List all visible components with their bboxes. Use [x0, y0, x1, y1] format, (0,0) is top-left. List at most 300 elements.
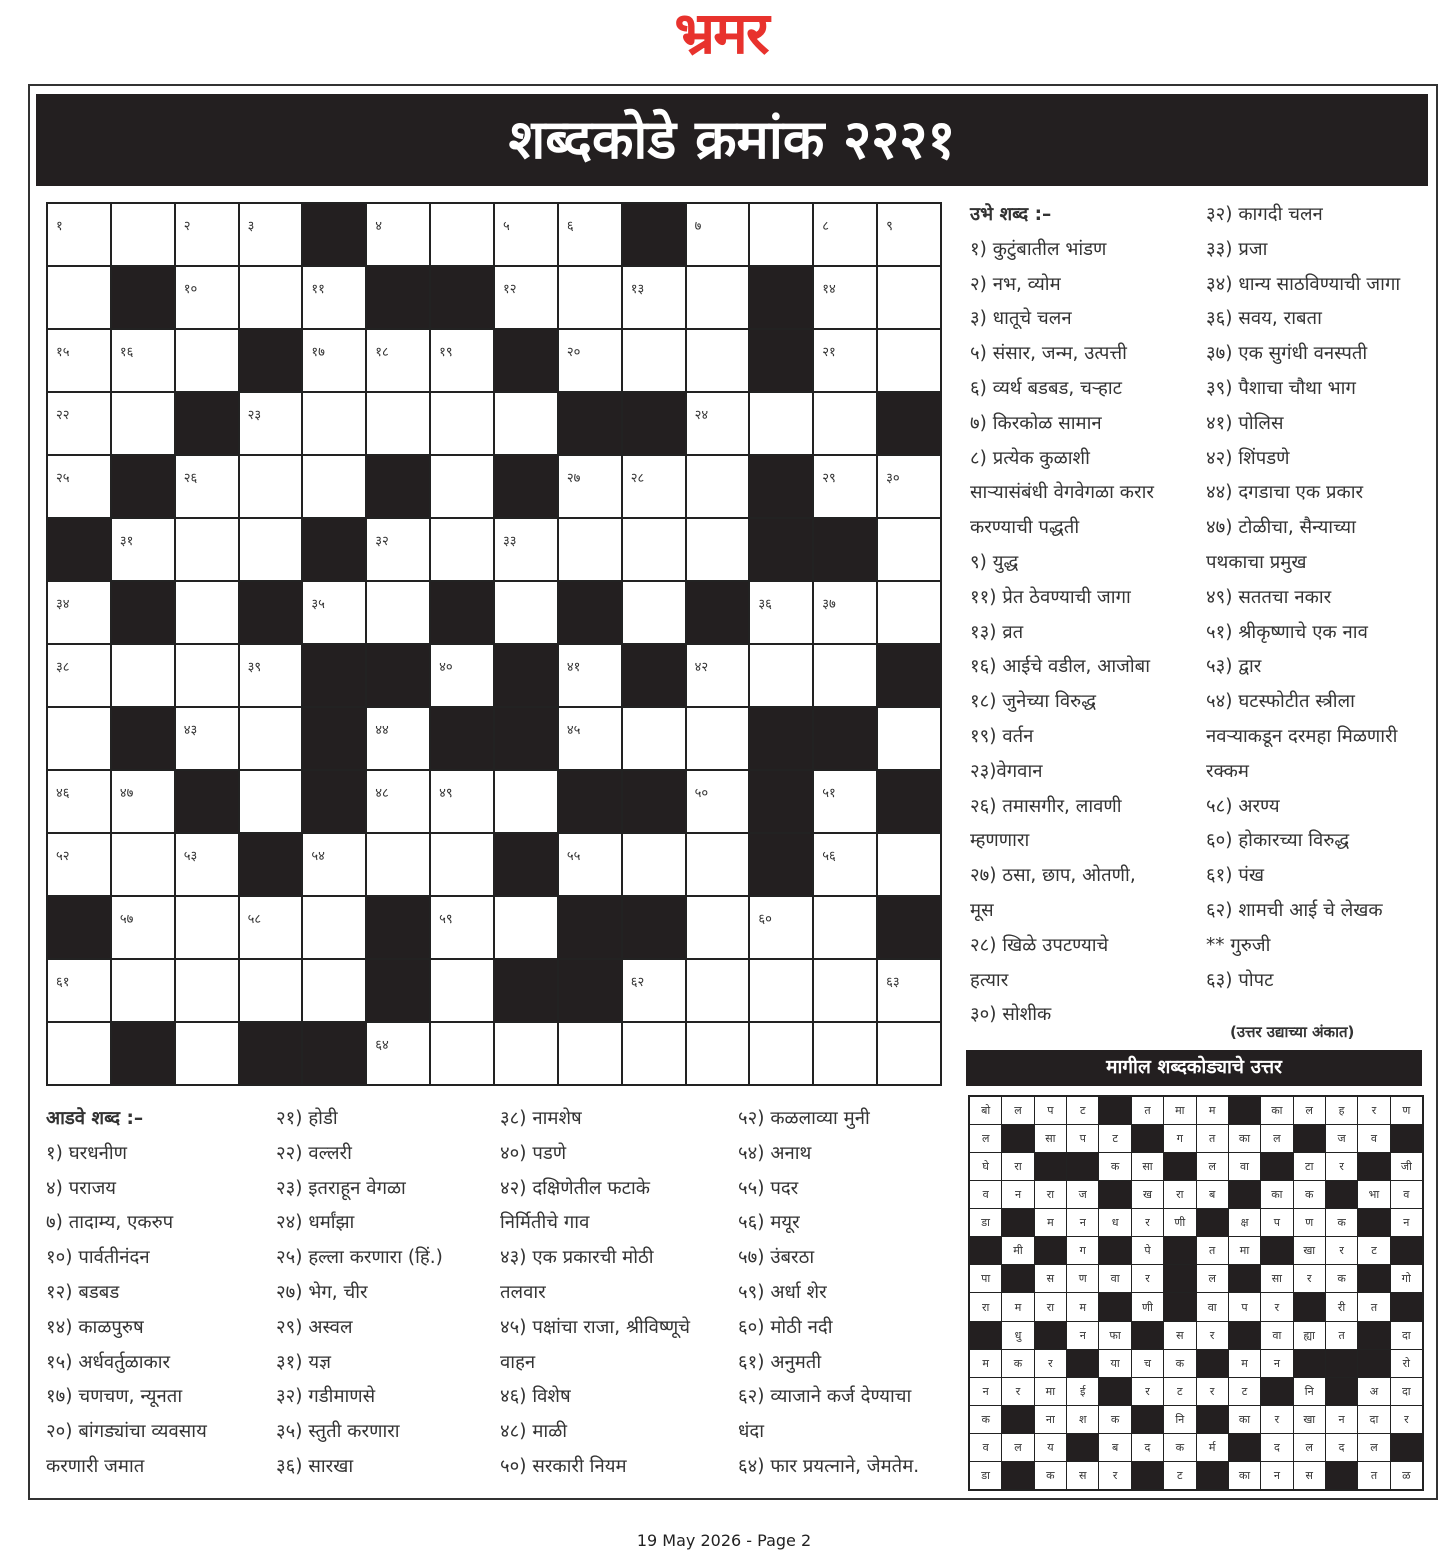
- black-cell: [495, 834, 557, 895]
- answer-cell: खा: [1294, 1237, 1325, 1264]
- cell-number: १७: [311, 345, 325, 360]
- answer-cell: पा: [970, 1265, 1001, 1292]
- cell-number: १५: [56, 345, 70, 360]
- grid-cell: [495, 771, 557, 832]
- clue-line: ४९) सततचा नकार: [1206, 586, 1332, 608]
- grid-cell: [240, 960, 302, 1021]
- grid-cell: [48, 1023, 110, 1084]
- answer-cell: स: [1035, 1265, 1066, 1292]
- cell-number: १८: [375, 345, 389, 360]
- grid-cell: [367, 393, 429, 454]
- clue-line: ५५) पदर: [738, 1177, 799, 1199]
- cell-number: ४१: [566, 660, 581, 675]
- cell-number: ५९: [439, 912, 453, 927]
- answer-cell: भा: [1358, 1181, 1389, 1208]
- clue-line: १७) चणचण, न्यूनता: [46, 1386, 183, 1408]
- grid-cell: [878, 519, 940, 580]
- cell-number: ६०: [758, 912, 772, 927]
- grid-cell: [559, 645, 621, 706]
- grid-cell: [176, 204, 238, 265]
- clue-line: २९) अस्वल: [276, 1316, 353, 1338]
- answer-cell: र: [1035, 1350, 1066, 1377]
- cell-number: ३७: [822, 597, 836, 612]
- grid-cell: [176, 897, 238, 958]
- clue-line: ५७) उंबरठा: [738, 1247, 815, 1269]
- black-cell: [240, 1023, 302, 1084]
- answer-black-cell: [1035, 1237, 1066, 1264]
- answer-cell: व: [970, 1181, 1001, 1208]
- down-heading: उभे शब्द :–: [970, 204, 1052, 225]
- answer-cell: ज: [1326, 1125, 1357, 1152]
- answer-cell: वा: [1099, 1265, 1130, 1292]
- clue-line: ७) तादाम्य, एकरुप: [46, 1212, 174, 1234]
- grid-cell: [431, 645, 493, 706]
- answer-cell: रा: [1164, 1181, 1195, 1208]
- clue-line: ५६) मयूर: [738, 1212, 800, 1234]
- page-footer: 19 May 2026 - Page 2: [636, 1531, 812, 1550]
- black-cell: [559, 960, 621, 1021]
- grid-cell: [878, 267, 940, 328]
- black-cell: [431, 708, 493, 769]
- clue-line: ** गुरुजी: [1206, 934, 1271, 956]
- answer-black-cell: [1132, 1322, 1163, 1349]
- grid-cell: [431, 960, 493, 1021]
- cell-number: ३६: [758, 597, 772, 612]
- clue-line: ९) युद्ध: [970, 551, 1019, 573]
- answer-cell: गो: [1391, 1265, 1422, 1292]
- answer-cell: पे: [1132, 1237, 1163, 1264]
- answer-cell: र: [1294, 1265, 1325, 1292]
- answer-cell: र: [1358, 1097, 1389, 1124]
- answer-cell: मा: [1164, 1097, 1195, 1124]
- grid-cell: [814, 204, 876, 265]
- grid-cell: [48, 771, 110, 832]
- grid-cell: [112, 960, 174, 1021]
- across-list-2: [276, 1102, 443, 1485]
- answer-cell: र: [1197, 1378, 1228, 1405]
- clue-line: ४५) पक्षांचा राजा, श्रीविष्णूचे: [500, 1316, 691, 1338]
- grid-cell: [176, 1023, 238, 1084]
- cell-number: ३४: [56, 597, 70, 612]
- grid-cell: [303, 897, 365, 958]
- answer-cell: म: [970, 1350, 1001, 1377]
- grid-cell: [48, 960, 110, 1021]
- answer-cell: क: [1099, 1406, 1130, 1433]
- grid-cell: [878, 582, 940, 643]
- grid-cell: [687, 393, 749, 454]
- clue-line: ३३) प्रजा: [1206, 238, 1268, 260]
- answer-black-cell: [1002, 1265, 1033, 1292]
- answer-black-cell: [1358, 1209, 1389, 1236]
- answer-cell: व: [1358, 1125, 1389, 1152]
- answer-cell: ल: [1294, 1434, 1325, 1461]
- answer-cell: म: [1035, 1209, 1066, 1236]
- answer-cell: ण: [1294, 1209, 1325, 1236]
- answer-cell: डा: [970, 1462, 1001, 1489]
- across-clues-col3: [500, 1102, 690, 1485]
- grid-cell: [814, 645, 876, 706]
- grid-cell: [495, 267, 557, 328]
- clue-line: पथकाचा प्रमुख: [1206, 551, 1307, 573]
- clue-line: ४६) विशेष: [500, 1386, 571, 1408]
- answer-black-cell: [1326, 1350, 1357, 1377]
- cell-number: २५: [56, 471, 70, 486]
- answer-cell: रो: [1391, 1350, 1422, 1377]
- answer-black-cell: [1294, 1350, 1325, 1377]
- cell-number: २६: [183, 471, 198, 486]
- answer-cell: ह्या: [1294, 1322, 1325, 1349]
- grid-cell: [112, 204, 174, 265]
- answer-cell: प: [1035, 1097, 1066, 1124]
- clue-line: २८) खिळे उपटण्याचे: [970, 934, 1109, 956]
- black-cell: [750, 330, 812, 391]
- cell-number: २८: [630, 471, 645, 486]
- cell-number: ३९: [247, 660, 262, 675]
- answer-black-cell: [1164, 1153, 1195, 1180]
- grid-cell: [240, 519, 302, 580]
- clue-line: ६१) पंख: [1206, 865, 1264, 887]
- answer-cell: दा: [1358, 1406, 1389, 1433]
- answer-cell: ट: [1229, 1378, 1260, 1405]
- answer-black-cell: [1099, 1181, 1130, 1208]
- answer-black-cell: [1391, 1293, 1422, 1320]
- clue-line: १६) आईचे वडील, आजोबा: [970, 656, 1151, 678]
- clue-line: २७) भेग, चीर: [276, 1281, 368, 1303]
- grid-cell: [240, 708, 302, 769]
- clue-line: ३४) धान्य साठविण्याची जागा: [1206, 273, 1401, 295]
- clue-line: १८) जुनेच्या विरुद्ध: [970, 691, 1096, 713]
- clue-line: ८) प्रत्येक कुळाशी: [970, 447, 1090, 469]
- black-cell: [495, 645, 557, 706]
- grid-cell: [303, 393, 365, 454]
- answer-black-cell: [1229, 1265, 1260, 1292]
- cell-number: २४: [694, 408, 709, 423]
- cell-number: ४०: [439, 660, 453, 675]
- answer-cell: मा: [1229, 1237, 1260, 1264]
- grid-cell: [431, 519, 493, 580]
- grid-cell: [176, 834, 238, 895]
- answer-black-cell: [1229, 1181, 1260, 1208]
- answer-black-cell: [1002, 1125, 1033, 1152]
- grid-cell: [431, 456, 493, 517]
- across-clues-col2: [276, 1102, 443, 1485]
- cell-number: ३०: [886, 471, 900, 486]
- answer-cell: र: [1326, 1153, 1357, 1180]
- answer-cell: त: [1358, 1462, 1389, 1489]
- clue-line: २०) बांगड्यांचा व्यवसाय: [46, 1421, 207, 1443]
- answer-cell: ल: [1002, 1434, 1033, 1461]
- clue-line: ६०) मोठी नदी: [738, 1316, 833, 1338]
- grid-cell: [559, 834, 621, 895]
- answer-black-cell: [1197, 1406, 1228, 1433]
- black-cell: [48, 897, 110, 958]
- answer-cell: ट: [1099, 1125, 1130, 1152]
- answer-black-cell: [1261, 1153, 1292, 1180]
- answer-cell: न: [1326, 1406, 1357, 1433]
- clue-line: २३)वेगवान: [970, 760, 1043, 782]
- grid-cell: [687, 645, 749, 706]
- across-clues-col1: [46, 1102, 207, 1485]
- answer-cell: द: [1326, 1434, 1357, 1461]
- cell-number: २९: [822, 471, 836, 486]
- cell-number: ३५: [311, 597, 325, 612]
- grid-cell: [48, 267, 110, 328]
- answer-black-cell: [1197, 1209, 1228, 1236]
- clue-line: ४८) माळी: [500, 1421, 568, 1443]
- answer-cell: बो: [970, 1097, 1001, 1124]
- clue-line: ५१) श्रीकृष्णाचे एक नाव: [1206, 621, 1368, 643]
- down-list-1: [970, 233, 1154, 1033]
- answer-cell: रा: [1002, 1153, 1033, 1180]
- cell-number: ३१: [119, 534, 134, 549]
- grid-cell: [303, 834, 365, 895]
- black-cell: [176, 393, 238, 454]
- answer-cell: र्म: [1197, 1434, 1228, 1461]
- answer-cell: प: [1261, 1209, 1292, 1236]
- grid-cell: [48, 582, 110, 643]
- clue-line: ३६) सवय, राबता: [1206, 308, 1322, 330]
- answer-black-cell: [1294, 1293, 1325, 1320]
- answer-cell: र: [1197, 1322, 1228, 1349]
- black-cell: [495, 456, 557, 517]
- answer-cell: क: [1002, 1350, 1033, 1377]
- across-heading: आडवे शब्द :–: [46, 1108, 144, 1129]
- answer-cell: क: [1099, 1153, 1130, 1180]
- black-cell: [367, 456, 429, 517]
- answer-cell: न: [1391, 1209, 1422, 1236]
- clue-line: १२) बडबड: [46, 1281, 120, 1303]
- answer-black-cell: [1002, 1209, 1033, 1236]
- cell-number: ५६: [822, 849, 836, 864]
- answer-cell: त: [1197, 1125, 1228, 1152]
- grid-cell: [240, 456, 302, 517]
- clue-line: ३९) पैशाचा चौथा भाग: [1206, 377, 1356, 399]
- grid-cell: [240, 267, 302, 328]
- black-cell: [750, 519, 812, 580]
- grid-cell: [878, 456, 940, 517]
- answer-cell: ल: [1197, 1265, 1228, 1292]
- answer-black-cell: [1358, 1322, 1389, 1349]
- clue-line: रक्कम: [1206, 760, 1249, 782]
- cell-number: २७: [566, 471, 581, 486]
- answer-cell: ह: [1326, 1097, 1357, 1124]
- black-cell: [750, 708, 812, 769]
- cell-number: ४५: [566, 723, 581, 738]
- answer-black-cell: [1391, 1434, 1422, 1461]
- answer-cell: क्ष: [1229, 1209, 1260, 1236]
- answer-cell: मी: [1002, 1237, 1033, 1264]
- answer-cell: नि: [1294, 1378, 1325, 1405]
- grid-cell: [878, 204, 940, 265]
- answer-black-cell: [1326, 1181, 1357, 1208]
- cell-number: ४२: [694, 660, 709, 675]
- grid-cell: [48, 393, 110, 454]
- clue-line: निर्मितीचे गाव: [500, 1212, 590, 1234]
- answer-black-cell: [1067, 1153, 1098, 1180]
- grid-cell: [176, 330, 238, 391]
- grid-cell: [623, 267, 685, 328]
- black-cell: [495, 330, 557, 391]
- black-cell: [623, 897, 685, 958]
- answer-black-cell: [1002, 1406, 1033, 1433]
- cell-number: ३२: [375, 534, 389, 549]
- answer-black-cell: [1035, 1322, 1066, 1349]
- black-cell: [559, 582, 621, 643]
- answer-cell: रा: [1035, 1293, 1066, 1320]
- cell-number: ४६: [56, 786, 70, 801]
- clue-line: २३) इतराहून वेगळा: [276, 1177, 406, 1199]
- answer-cell: र: [1326, 1237, 1357, 1264]
- cell-number: १२: [503, 282, 517, 297]
- grid-cell: [367, 204, 429, 265]
- answer-cell: ण: [1067, 1265, 1098, 1292]
- grid-cell: [559, 519, 621, 580]
- grid-cell: [367, 708, 429, 769]
- answer-cell: ळ: [1391, 1462, 1422, 1489]
- clue-line: ६१) अनुमती: [738, 1351, 822, 1373]
- grid-cell: [687, 897, 749, 958]
- answer-cell: ज: [1067, 1181, 1098, 1208]
- answer-cell: र: [1261, 1293, 1292, 1320]
- grid-cell: [176, 645, 238, 706]
- grid-cell: [687, 834, 749, 895]
- crossword-grid: [46, 202, 942, 1086]
- answer-cell: त: [1197, 1237, 1228, 1264]
- black-cell: [431, 582, 493, 643]
- clue-line: करणारी जमात: [46, 1455, 145, 1477]
- answer-cell: व: [970, 1434, 1001, 1461]
- grid-cell: [814, 330, 876, 391]
- grid-cell: [495, 897, 557, 958]
- black-cell: [240, 582, 302, 643]
- clue-line: ५४) अनाथ: [738, 1142, 812, 1164]
- answer-cell: का: [1261, 1097, 1292, 1124]
- grid-cell: [431, 834, 493, 895]
- answer-cell: का: [1229, 1125, 1260, 1152]
- grid-cell: [623, 519, 685, 580]
- clue-line: ६३) पोपट: [1206, 969, 1274, 991]
- cell-number: ४९: [439, 786, 453, 801]
- answer-black-cell: [1391, 1125, 1422, 1152]
- black-cell: [367, 645, 429, 706]
- clue-line: म्हणणारा: [970, 830, 1030, 852]
- clue-line: ४२) शिंपडणे: [1206, 447, 1290, 469]
- cell-number: १६: [119, 345, 134, 360]
- answer-black-cell: [1326, 1378, 1357, 1405]
- clue-line: मूस: [970, 899, 994, 921]
- answer-cell: अ: [1358, 1378, 1389, 1405]
- cell-number: २०: [566, 345, 581, 360]
- clue-line: २४) धर्मांझा: [276, 1212, 355, 1234]
- clue-line: २) नभ, व्योम: [970, 273, 1061, 295]
- black-cell: [687, 582, 749, 643]
- answer-cell: वा: [1261, 1322, 1292, 1349]
- cell-number: ७: [694, 219, 702, 234]
- clue-line: १) कुटुंबातील भांडण: [970, 238, 1107, 260]
- answer-cell: या: [1099, 1350, 1130, 1377]
- across-list-3: [500, 1102, 690, 1485]
- answer-cell: वा: [1229, 1153, 1260, 1180]
- grid-cell: [687, 267, 749, 328]
- cell-number: ५३: [183, 849, 198, 864]
- clue-line: ३०) सोशीक: [970, 1004, 1052, 1026]
- grid-cell: [112, 519, 174, 580]
- clue-line: ५२) कळलाव्या मुनी: [738, 1108, 870, 1129]
- cell-number: २३: [247, 408, 262, 423]
- cell-number: ५४: [311, 849, 325, 864]
- grid-cell: [48, 456, 110, 517]
- answer-cell: ल: [1294, 1097, 1325, 1124]
- grid-cell: [687, 519, 749, 580]
- grid-cell: [367, 519, 429, 580]
- grid-cell: [687, 708, 749, 769]
- grid-cell: [431, 1023, 493, 1084]
- grid-cell: [814, 456, 876, 517]
- clue-line: १५) अर्धवर्तुळाकार: [46, 1351, 171, 1373]
- cell-number: २: [183, 219, 191, 234]
- cell-number: २२: [56, 408, 70, 423]
- answer-black-cell: [1197, 1462, 1228, 1489]
- answer-cell: ई: [1067, 1378, 1098, 1405]
- answer-cell: र: [1261, 1406, 1292, 1433]
- answer-cell: क: [1326, 1265, 1357, 1292]
- answers-grid: [968, 1095, 1424, 1491]
- answer-cell: टा: [1294, 1153, 1325, 1180]
- cell-number: ४७: [119, 786, 134, 801]
- grid-cell: [687, 960, 749, 1021]
- answer-cell: ख: [1132, 1181, 1163, 1208]
- answer-black-cell: [1197, 1350, 1228, 1377]
- answer-cell: न: [1067, 1209, 1098, 1236]
- answer-black-cell: [1067, 1434, 1098, 1461]
- answer-cell: द: [1261, 1434, 1292, 1461]
- clue-line: १) घरधनीण: [46, 1142, 128, 1164]
- answer-black-cell: [1132, 1406, 1163, 1433]
- answer-black-cell: [1261, 1378, 1292, 1405]
- answer-cell: ल: [1197, 1153, 1228, 1180]
- black-cell: [559, 393, 621, 454]
- grid-cell: [303, 267, 365, 328]
- black-cell: [750, 456, 812, 517]
- answer-black-cell: [970, 1322, 1001, 1349]
- cell-number: ६१: [56, 975, 70, 990]
- clue-line: हत्यार: [970, 969, 1009, 991]
- cell-number: ५: [503, 219, 510, 234]
- clue-line: ४०) पडणे: [500, 1142, 567, 1164]
- grid-cell: [495, 582, 557, 643]
- black-cell: [303, 204, 365, 265]
- clue-line: २१) होडी: [276, 1108, 338, 1129]
- clue-line: ४१) पोलिस: [1206, 412, 1284, 434]
- grid-cell: [878, 1023, 940, 1084]
- black-cell: [750, 771, 812, 832]
- clue-line: ४७) टोळीचा, सैन्याच्या: [1206, 517, 1356, 539]
- answer-cell: ध: [1099, 1209, 1130, 1236]
- answer-cell: च: [1132, 1350, 1163, 1377]
- answer-cell: द: [1132, 1434, 1163, 1461]
- answer-cell: न: [1002, 1181, 1033, 1208]
- answer-black-cell: [1002, 1462, 1033, 1489]
- answer-cell: री: [1326, 1293, 1357, 1320]
- black-cell: [878, 771, 940, 832]
- clue-line: ५०) सरकारी नियम: [500, 1455, 627, 1477]
- answer-cell: ट: [1164, 1378, 1195, 1405]
- grid-cell: [559, 204, 621, 265]
- answer-cell: व: [1391, 1181, 1422, 1208]
- clue-line: ५९) अर्धा शेर: [738, 1281, 827, 1303]
- cell-number: २१: [822, 345, 836, 360]
- black-cell: [240, 330, 302, 391]
